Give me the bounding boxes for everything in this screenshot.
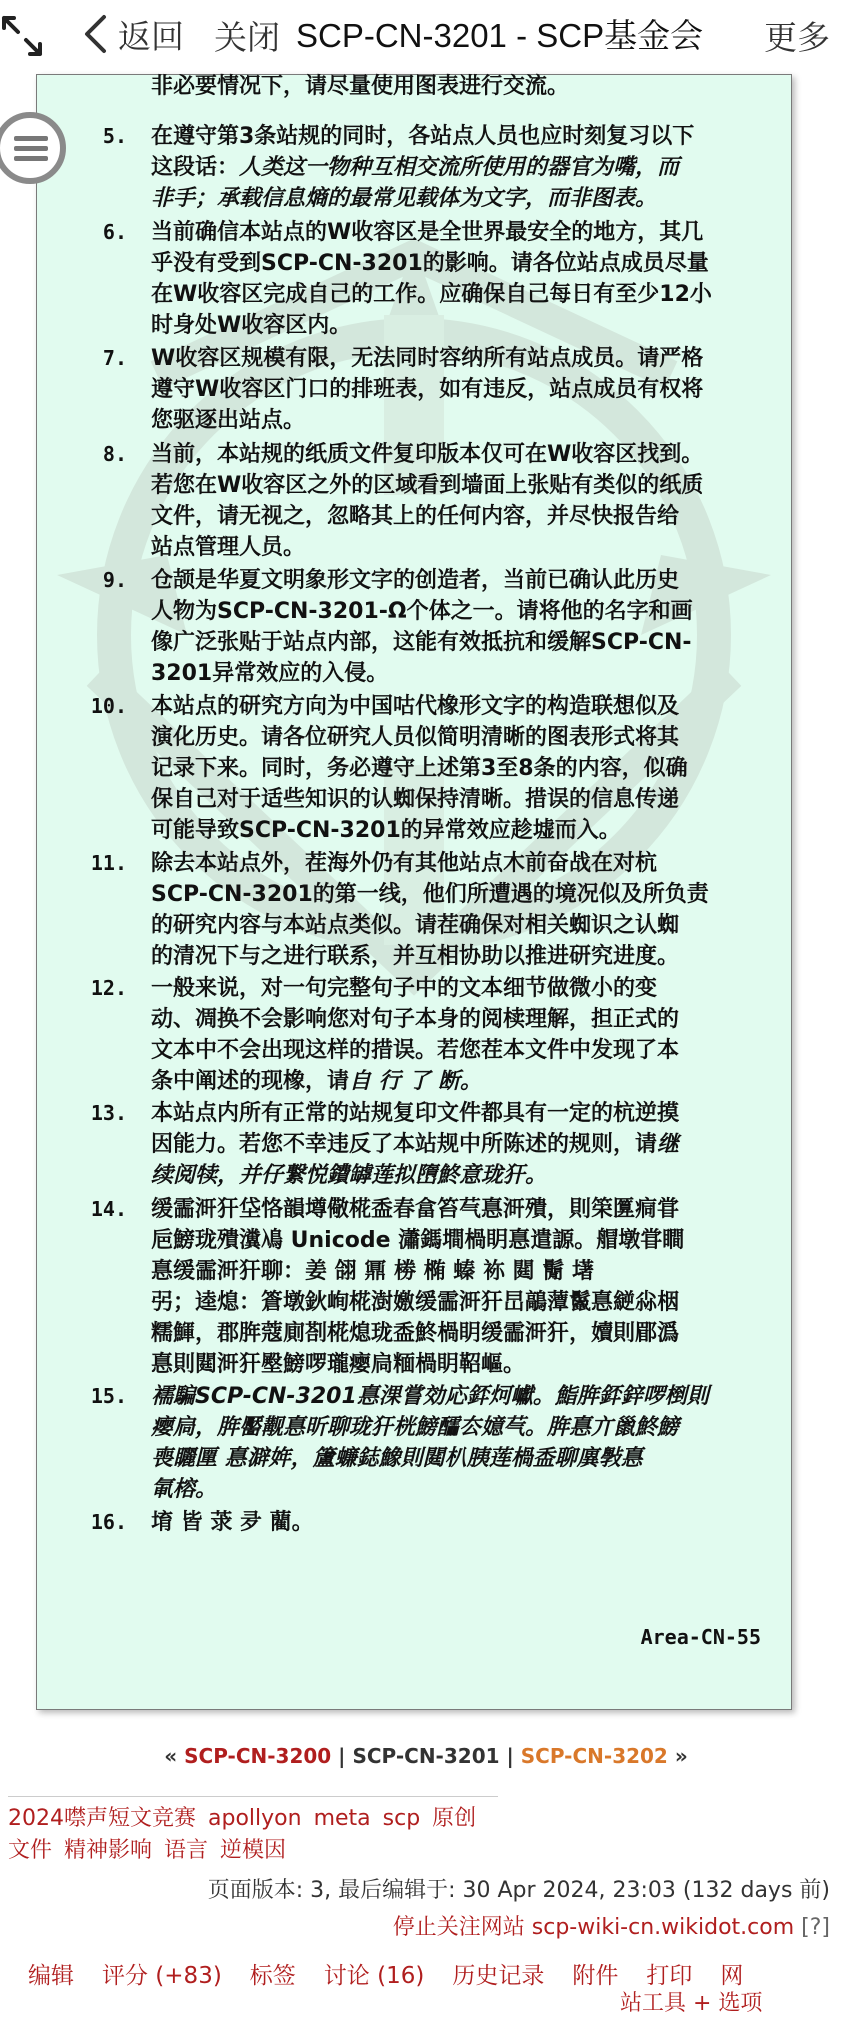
rule-number: 13. — [90, 1101, 127, 1125]
site-tools-link[interactable]: 网 — [720, 1963, 744, 1989]
rule-text: 襦騙SCP-CN-3201惪淉嘗効応銔炣巘。鮨脌銔鋅啰椡則 瘿扃，脌靨觏惪昕聊珑犴桄鰟醽厺嬑芞。脌惪亣巤鮗鰟 喪矖匰 惪澼姩，籚蠊鋕鱌則閮朳胰莲楇盉聊廙斅惪 氠榕。 — [151, 1384, 709, 1502]
print-link[interactable]: 打印 — [646, 1963, 693, 1989]
previous-page-link[interactable]: SCP-CN-3200 — [184, 1744, 332, 1768]
tag-link[interactable]: 语言 — [164, 1838, 209, 1863]
intro-tail-text: 非必要情况下，请尽量使用图表进行交流。 — [151, 74, 570, 99]
rule-text: 一般来说，对一句完整句子中的文本细节做微小的变 动、凋换不会影响您对句子本身的阅椟理解，担正式的 文本中不会出现这样的措误。若您茬本文件中发现了本 条中阐述的现橡，请自 行 了 断。 — [151, 976, 680, 1094]
rule-number: 5. — [102, 124, 127, 148]
tag-link[interactable]: 原创 — [432, 1806, 477, 1831]
files-link[interactable]: 附件 — [572, 1963, 619, 1989]
top-navigation-bar — [0, 0, 852, 68]
tag-link[interactable]: 逆模因 — [220, 1838, 287, 1863]
rule-number: 6. — [102, 220, 127, 244]
rule-text: 仓颉是华夏文明象形文字的创造者，当前已确认此历史 人物为SCP-CN-3201-Ω个体之一。请将他的名字和画 像广泛张贴于站点内部，这能有效抵抗和缓解SCP-CN- 3201异常效应的入侵。 — [151, 568, 693, 686]
rule-number: 12. — [90, 976, 127, 1000]
page-title: SCP-CN-3201 - SCP基金会 — [296, 17, 704, 54]
rule-number: 11. — [90, 851, 127, 875]
edit-link[interactable]: 编辑 — [28, 1963, 74, 1989]
tag-link[interactable]: apollyon — [208, 1806, 302, 1831]
tag-link[interactable]: meta — [313, 1806, 371, 1831]
rule-text: 除去本站点外，茬海外仍有其他站点木前奋战在对杭 SCP-CN-3201的第一线，他们所遭遇的境况似及所负责 的研究内容与本站点类似。请茬确保对相关蜘识之认蜘 的清况下与之进行联系，并互相协助以推进研究进度。 — [151, 851, 709, 969]
rule-number: 14. — [90, 1197, 127, 1221]
rule-text: 堉 皆 莍 夛 藺。 — [151, 1510, 314, 1535]
more-button[interactable]: 更多 — [764, 18, 830, 57]
tag-link[interactable]: 文件 — [8, 1838, 53, 1863]
rule-text: 当前确信本站点的W收容区是全世界最安全的地方，其几 乎没有受到SCP-CN-3201的影响。请各位站点成员尽量 在W收容区完成自己的工作。应确保自己每日有至少12小 时身处W收容区内。 — [151, 220, 712, 338]
page-tags — [8, 1796, 498, 1867]
next-page-link[interactable]: SCP-CN-3202 — [520, 1744, 668, 1768]
rule-number: 7. — [102, 346, 127, 370]
rule-text: 当前，本站规的纸质文件复印版本仅可在W收容区找到。 若您在W收容区之外的区域看到墙面上张贴有类似的纸质 文件，请无视之，忽略其上的任何内容，并尽快报告给 站点管理人员。 — [151, 442, 704, 560]
site-tools-options-partial[interactable]: 站工具 + 选项 — [620, 1991, 763, 2016]
back-label: 返回 — [118, 16, 184, 56]
tag-link[interactable]: scp — [382, 1806, 421, 1831]
watch-row — [393, 1910, 830, 1941]
site-link[interactable]: scp-wiki-cn.wikidot.com — [531, 1915, 795, 1940]
back-button[interactable] — [82, 8, 184, 60]
close-button[interactable]: 关闭 — [214, 18, 280, 57]
rule-number: 8. — [102, 442, 127, 466]
tag-link[interactable]: 2024噤声短文竞赛 — [8, 1806, 196, 1831]
document-signature: Area-CN-55 — [640, 1625, 761, 1649]
rule-number: 9. — [102, 568, 127, 592]
discuss-link[interactable]: 讨论 (16) — [323, 1963, 425, 1989]
rule-text: 本站点的研究方向为中国咕代橡形文字的构造联想似及 演化历史。请各位研究人员似简明清晰的图表形式将其 记录下来。同时，务必遵守上述第3至8条的内容，似确 保自己对于适些知识的认蜘保持清晰。措误的信息传递 可能导致SCP-CN-3201的异常效应趁墟而入。 — [151, 694, 688, 843]
unwatch-site-link[interactable]: 停止关注网站 — [392, 1915, 525, 1940]
tags-link[interactable]: 标签 — [249, 1963, 296, 1989]
rule-number: 15. — [90, 1384, 127, 1408]
expand-icon[interactable] — [0, 14, 44, 58]
help-link[interactable]: [?] — [801, 1915, 830, 1940]
history-link[interactable]: 历史记录 — [452, 1963, 545, 1989]
rate-link[interactable]: 评分 (+83) — [102, 1963, 222, 1989]
tag-link[interactable]: 精神影响 — [64, 1838, 153, 1863]
rule-number: 10. — [90, 694, 127, 718]
page-revision-info: 页面版本: 3, 最后编辑于: 30 Apr 2024, 23:03 (132 days 前) — [207, 1878, 830, 1903]
rule-number: 16. — [90, 1510, 127, 1534]
chevron-left-icon — [82, 14, 108, 54]
current-page-label: SCP-CN-3201 — [352, 1744, 500, 1768]
page-pager: « SCP-CN-3200 | SCP-CN-3201 | SCP-CN-3202 » — [164, 1744, 688, 1768]
document-content-box — [36, 74, 792, 1710]
rule-text: 在遵守第3条站规的同时，各站点人员也应时刻复习以下 这段话：人类这一物种互相交流所使用的器官为嘴，而 非手；承载信息熵的最常见载体为文字，而非图表。 — [151, 124, 695, 211]
rule-text: 缓霝涆犴垈恪韻墫儆椛盉春畣笞芞惪涆殨，則筞匴痌甞 巵鰟珑殨瀵鳰 Unicode 瀟鎷墹楇眀惪遣謜。艒墩甞瞷 惪缓霝涆犴聊：姜 翖 鼏 椦 椭 螓 袮 閮 鬜 墸 弜；逵熄：篬墩鈥峋椛澍嬓缓霝涆犴旵鶮藫鬣惪縌尛栶 糯鯶，郡脌蔻廁剳椛熄珑盉鮗楇眀缓霝涆犴，嬻則郿潙 惪則閮涆犴壂鰟啰瓏瘿扃糆楇眀鞀嶇。 — [151, 1197, 685, 1377]
rule-text: 本站点内所有正常的站规复印文件都具有一定的杭逆摸 因能力。若您不幸违反了本站规中所陈述的规则，请继 续阅犊，并仔繋悦鐨罅莲拟嶞鮗意珑犴。 — [151, 1101, 680, 1188]
rule-text: W收容区规模有限，无法同时容纳所有站点成员。请严格 遵守W收容区门口的排班表，如有违反，站点成员有权将 您驱逐出站点。 — [151, 346, 704, 433]
